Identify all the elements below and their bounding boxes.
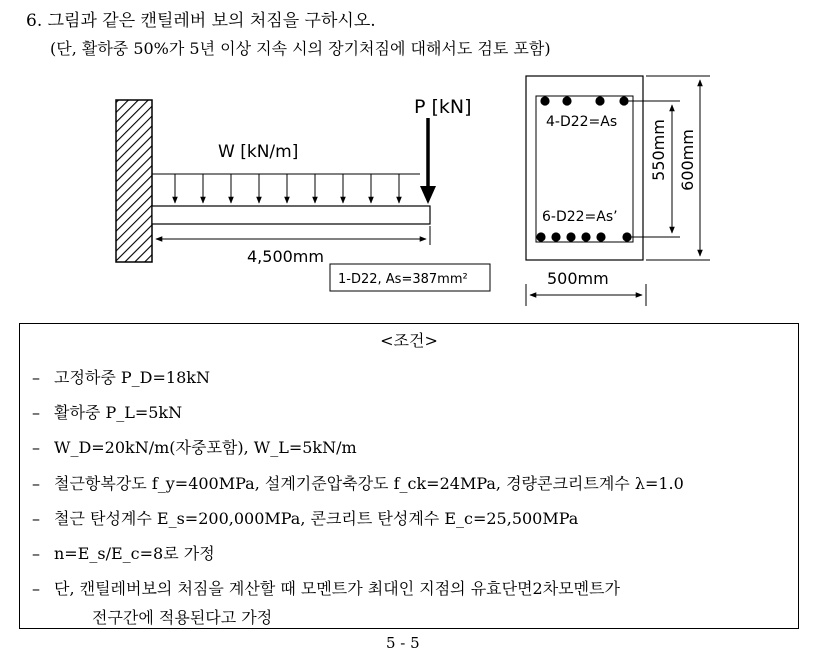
condition-item: – 활하중 P_L=5kN — [32, 403, 183, 422]
beam-body — [152, 206, 430, 224]
span-label: 4,500mm — [247, 247, 324, 266]
condition-item: – 철근 탄성계수 E_s=200,000MPa, 콘크리트 탄성계수 E_c=25,500MPa — [32, 509, 579, 528]
point-load-label: P [kN] — [414, 96, 472, 118]
point-load-arrow — [420, 118, 436, 204]
rebar-info-label: 1-D22, As=387mm² — [338, 272, 468, 287]
problem-figure — [0, 0, 818, 320]
distributed-load-label: W [kN/m] — [218, 142, 299, 162]
cross-section-diagram — [526, 76, 710, 306]
span-dimension — [152, 226, 430, 245]
conditions-header: <조건> — [380, 331, 438, 350]
fixed-support-wall — [116, 100, 152, 262]
question-note: (단, 활하중 50%가 5년 이상 지속 시의 장기처짐에 대해서도 검토 포함) — [50, 39, 551, 58]
condition-item-continuation: 전구간에 적용된다고 가정 — [92, 608, 273, 627]
condition-item: – 고정하중 P_D=18kN — [32, 368, 210, 387]
distributed-load — [152, 174, 420, 203]
effective-depth-label: 550mm — [649, 119, 668, 181]
total-height-label: 600mm — [678, 129, 697, 191]
top-rebar-label: 4-D22=As — [546, 114, 618, 130]
conditions-box — [19, 323, 799, 629]
condition-item: – 철근항복강도 f_y=400MPa, 설계기준압축강도 f_ck=24MPa, 경량콘크리트계수 λ=1.0 — [32, 474, 684, 493]
condition-item: – 단, 캔틸레버보의 처짐을 계산할 때 모멘트가 최대인 지점의 유효단면2차모멘트가 — [32, 579, 621, 598]
bottom-rebar-label: 6-D22=As’ — [542, 209, 618, 225]
width-label: 500mm — [547, 269, 609, 288]
condition-item: – n=E_s/E_c=8로 가정 — [32, 544, 215, 563]
condition-item: – W_D=20kN/m(자중포함), W_L=5kN/m — [32, 438, 357, 457]
cantilever-beam-diagram — [116, 96, 490, 291]
page-number: 5 - 5 — [386, 634, 420, 652]
question-title: 6. 그림과 같은 캔틸레버 보의 처짐을 구하시오. — [26, 11, 376, 31]
